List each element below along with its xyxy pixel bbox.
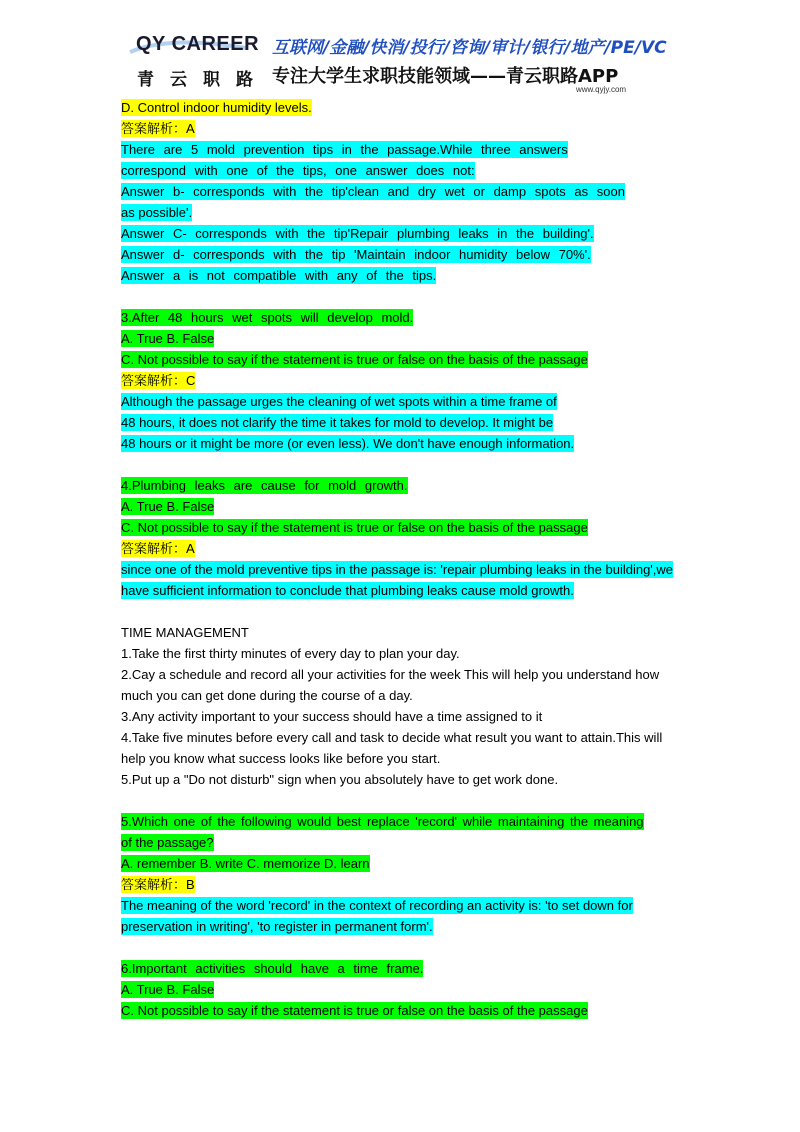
line-text: 2.Cay a schedule and record all your activities for the week This will help you understand how — [121, 667, 660, 682]
text-line — [121, 770, 558, 789]
option-line — [121, 1001, 588, 1020]
text-line — [121, 224, 594, 243]
header-tagline-industries: 互联网/金融/快消/投行/咨询/审计/银行/地产/PE/VC — [272, 38, 667, 58]
question-text: 5.Which one of the following would best replace 'record' while maintaining the meaning — [121, 814, 644, 829]
line-text: since one of the mold preventive tips in the passage is: 'repair plumbing leaks in the building',we — [121, 562, 674, 577]
text-line — [121, 98, 312, 117]
line-text: Answer a is not compatible with any of the tips. — [121, 268, 437, 283]
option-line — [121, 980, 214, 999]
line-text: Answer d- corresponds with the tip 'Maintain indoor humidity below 70%'. — [121, 247, 591, 262]
option-line — [121, 518, 588, 537]
question-text: 4.Plumbing leaks are cause for mold growth. — [121, 478, 408, 493]
text-line — [121, 749, 440, 768]
heading-text: TIME MANAGEMENT — [121, 625, 249, 640]
text-line — [121, 896, 633, 915]
question-line — [121, 833, 214, 852]
option-line — [121, 497, 214, 516]
text-line — [121, 371, 195, 390]
line-text: 3.Any activity important to your success should have a time assigned to it — [121, 709, 543, 724]
text-line — [121, 392, 557, 411]
text-line — [121, 917, 433, 936]
answer-label: 答案解析：B — [121, 877, 195, 892]
line-text: The meaning of the word 'record' in the context of recording an activity is: 'to set down for — [121, 898, 633, 913]
line-text: Answer b- corresponds with the tip'clean and dry wet or damp spots as soon — [121, 184, 625, 199]
line-text: as possible'. — [121, 205, 193, 220]
answer-label: 答案解析：C — [121, 373, 196, 388]
line-text: 5.Put up a "Do not disturb" sign when you absolutely have to get work done. — [121, 772, 559, 787]
text-line — [121, 560, 673, 579]
line-text: D. Control indoor humidity levels. — [121, 100, 312, 115]
line-text: 1.Take the first thirty minutes of every day to plan your day. — [121, 646, 460, 661]
text-line — [121, 203, 192, 222]
answer-label: 答案解析：A — [121, 541, 195, 556]
line-text: 48 hours or it might be more (or even less). We don't have enough information. — [121, 436, 575, 451]
line-text: Although the passage urges the cleaning of wet spots within a time frame of — [121, 394, 557, 409]
line-text: preservation in writing', 'to register in permanent form'. — [121, 919, 433, 934]
text-line — [121, 434, 574, 453]
text-line — [121, 644, 460, 663]
question-line — [121, 812, 644, 831]
options-text: A. True B. False — [121, 982, 215, 997]
line-text: 48 hours, it does not clarify the time it takes for mold to develop. It might be — [121, 415, 554, 430]
line-text: correspond with one of the tips, one answer does not: — [121, 163, 475, 178]
text-line — [121, 728, 662, 747]
options-text: C. Not possible to say if the statement is true or false on the basis of the passage — [121, 352, 588, 367]
page-header — [0, 0, 800, 100]
text-line — [121, 161, 475, 180]
text-line — [121, 266, 436, 285]
text-line — [121, 119, 195, 138]
text-line — [121, 245, 591, 264]
option-line — [121, 350, 588, 369]
question-line — [121, 959, 423, 978]
answer-label: 答案解析：A — [121, 121, 195, 136]
header-tagline-app: 专注大学生求职技能领域——青云职路APP — [272, 66, 619, 87]
text-line — [121, 875, 195, 894]
text-line — [121, 182, 625, 201]
text-line — [121, 686, 413, 705]
question-text: 6.Important activities should have a time frame. — [121, 961, 424, 976]
line-text: much you can get done during the course of a day. — [121, 688, 413, 703]
line-text: 4.Take five minutes before every call and task to decide what result you want to attain.This will — [121, 730, 663, 745]
line-text: help you know what success looks like before you start. — [121, 751, 441, 766]
question-line — [121, 476, 408, 495]
header-url: www.qyjy.com — [576, 85, 627, 94]
logo-chinese: 青云职路 — [137, 70, 269, 90]
logo-text: QY CAREER — [136, 33, 260, 55]
line-text: have sufficient information to conclude that plumbing leaks cause mold growth. — [121, 583, 574, 598]
question-text: of the passage? — [121, 835, 214, 850]
text-line — [121, 539, 195, 558]
question-text: 3.After 48 hours wet spots will develop mold. — [121, 310, 414, 325]
section-heading — [121, 623, 249, 642]
option-line — [121, 329, 214, 348]
text-line — [121, 413, 553, 432]
options-text: A. remember B. write C. memorize D. learn — [121, 856, 370, 871]
options-text: A. True B. False — [121, 331, 215, 346]
line-text: Answer C- corresponds with the tip'Repair plumbing leaks in the building'. — [121, 226, 594, 241]
text-line — [121, 581, 574, 600]
line-text: There are 5 mold prevention tips in the passage.While three answers — [121, 142, 568, 157]
options-text: C. Not possible to say if the statement is true or false on the basis of the passage — [121, 520, 588, 535]
options-text: A. True B. False — [121, 499, 215, 514]
options-text: C. Not possible to say if the statement is true or false on the basis of the passage — [121, 1003, 588, 1018]
text-line — [121, 665, 659, 684]
text-line — [121, 140, 568, 159]
question-line — [121, 308, 413, 327]
option-line — [121, 854, 370, 873]
text-line — [121, 707, 542, 726]
